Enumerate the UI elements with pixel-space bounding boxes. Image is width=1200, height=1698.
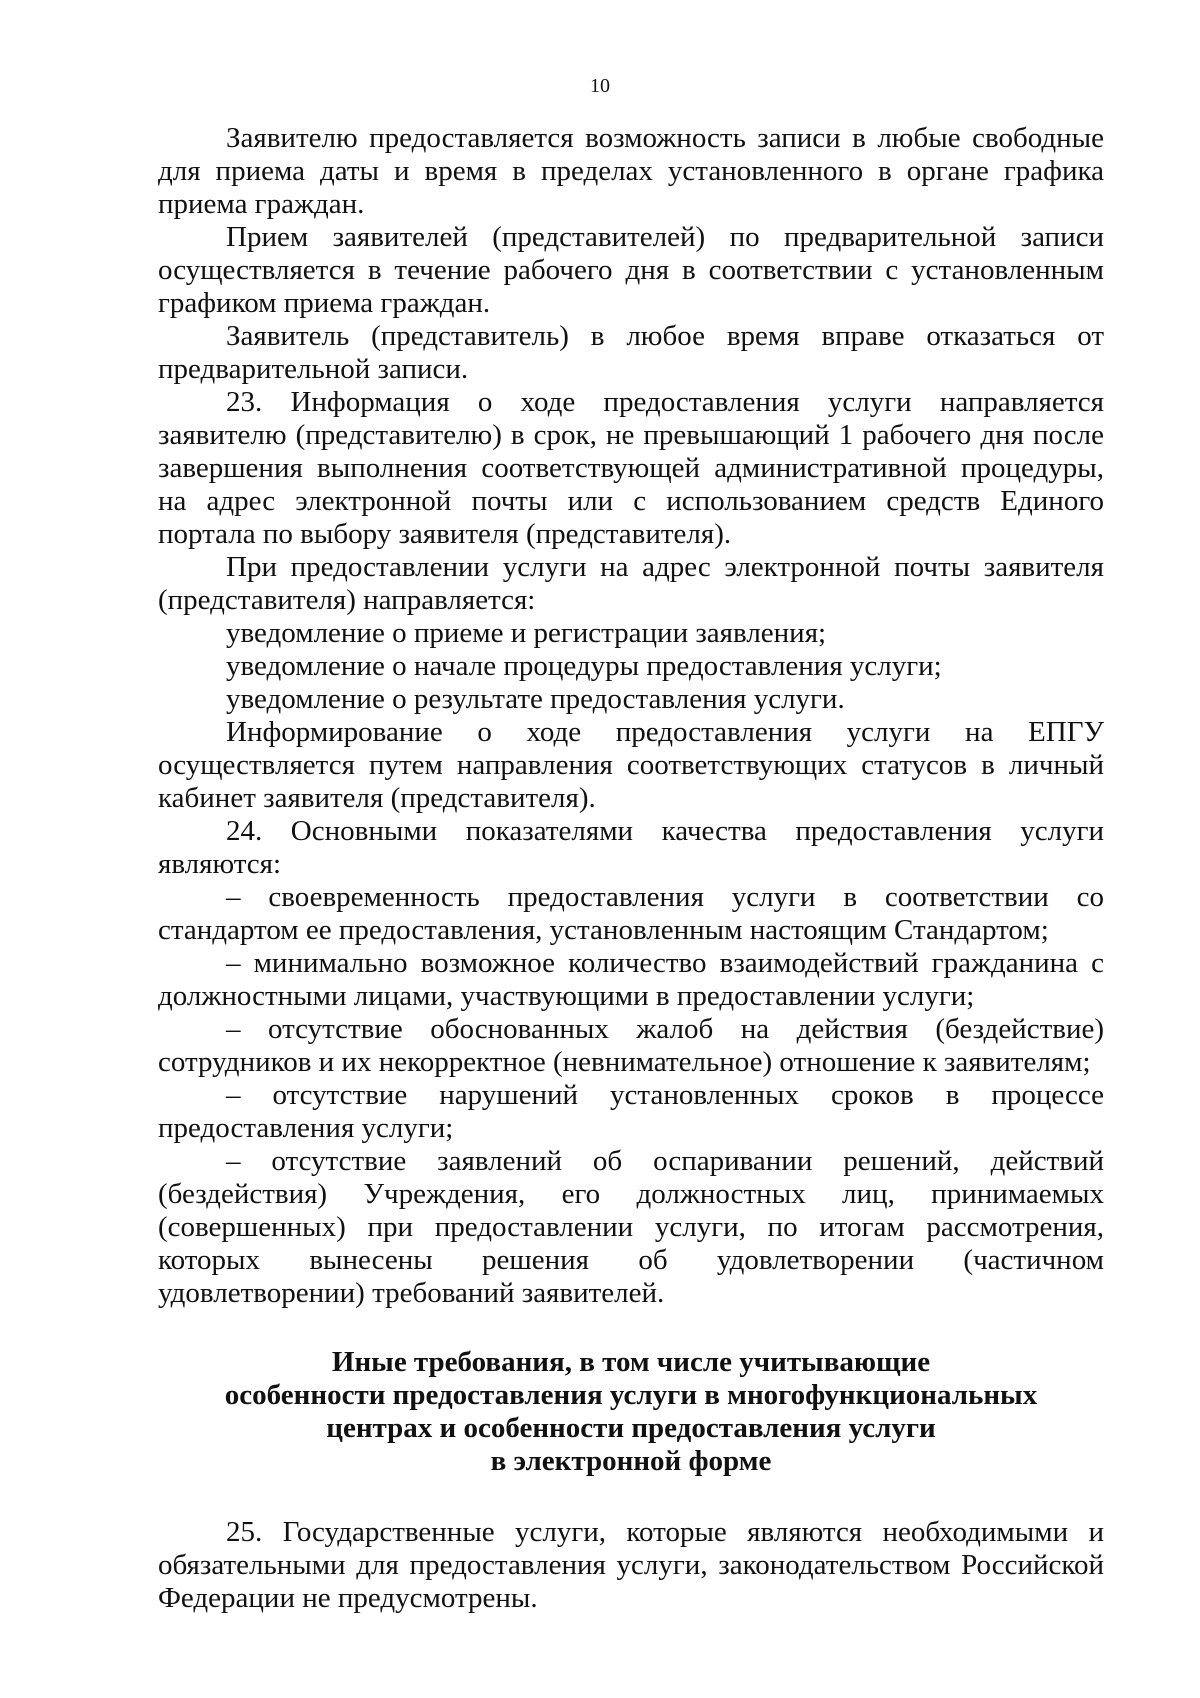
paragraph: Прием заявителей (представителей) по предварительной записи осуществляется в течение рабочего дня в соответствии с установленным графиком приема граждан.: [158, 221, 1104, 319]
paragraph: При предоставлении услуги на адрес электронной почты заявителя (представителя) направляется:: [158, 551, 1104, 616]
section-heading: [158, 1346, 1104, 1478]
indicator-list-item: – отсутствие нарушений установленных сроков в процессе предоставления услуги;: [158, 1079, 1104, 1144]
indicator-list-item: – минимально возможное количество взаимодействий гражданина с должностными лицами, участвующими в предоставлении услуги;: [158, 947, 1104, 1012]
indicator-list-item: – отсутствие обоснованных жалоб на действия (бездействие) сотрудников и их некорректное (невнимательное) отношение к заявителям;: [158, 1013, 1104, 1078]
notification-list-item: уведомление о результате предоставления услуги.: [226, 683, 845, 715]
paragraph: Заявителю предоставляется возможность записи в любые свободные для приема даты и время в пределах установленного в органе графика приема граждан.: [158, 122, 1104, 220]
paragraph: Информирование о ходе предоставления услуги на ЕПГУ осуществляется путем направления соответствующих статусов в личный кабинет заявителя (представителя).: [158, 716, 1104, 814]
paragraph-item-25: 25. Государственные услуги, которые являются необходимыми и обязательными для предоставления услуги, законодательством Российской Федерации не предусмотрены.: [158, 1516, 1104, 1614]
page-number: 10: [590, 75, 610, 97]
paragraph-item-23: 23. Информация о ходе предоставления услуги направляется заявителю (представителю) в срок, не превышающий 1 рабочего дня после завершения выполнения соответствующей административной процедуры, на адрес электронной почты или с использованием средств Единого портала по выбору заявителя (представителя).: [158, 386, 1104, 550]
document-body: [158, 122, 1104, 1615]
indicator-list-item: – своевременность предоставления услуги в соответствии со стандартом ее предоставления, установленным настоящим Стандартом;: [158, 881, 1104, 946]
section-heading-line: Иные требования, в том числе учитывающие: [331, 1346, 931, 1378]
indicator-list-item: – отсутствие заявлений об оспаривании решений, действий (бездействия) Учреждения, его должностных лиц, принимаемых (совершенных) при предоставлении услуги, по итогам рассмотрения, которых вынесены решения об удовлетворении (частичном удовлетворении) требований заявителей.: [158, 1145, 1104, 1309]
section-heading-line: центрах и особенности предоставления услуги: [326, 1412, 936, 1444]
section-heading-line: особенности предоставления услуги в многофункциональных: [224, 1379, 1038, 1411]
section-heading-line: в электронной форме: [490, 1445, 772, 1477]
notification-list-item: уведомление о начале процедуры предоставления услуги;: [226, 650, 942, 682]
paragraph-item-24: 24. Основными показателями качества предоставления услуги являются:: [158, 815, 1104, 880]
paragraph: Заявитель (представитель) в любое время вправе отказаться от предварительной записи.: [158, 320, 1104, 385]
notification-list-item: уведомление о приеме и регистрации заявления;: [226, 617, 827, 649]
